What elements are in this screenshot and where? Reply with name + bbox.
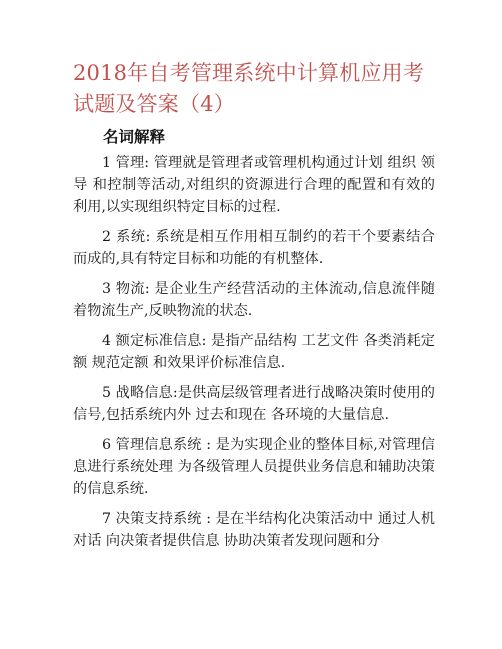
document-body [73,152,435,560]
paragraph-5: 5 战略信息:是供高层级管理者进行战略决策时使用的信号,包括系统内外 过去和现在 各环境的大量信息. [73,385,435,423]
paragraph-7: 7 决策支持系统 : 是在半结构化决策活动中 通过人机对话 向决策者提供信息 协助决策者发现问题和分 [73,511,435,549]
paragraph-4: 4 额定标准信息: 是指产品结构 工艺文件 各类消耗定额 规范定额 和效果评价标准信息. [73,333,435,371]
paragraph-2: 2 系统: 系统是相互作用相互制约的若干个要素结合而成的,具有特定目标和功能的有机整体. [73,229,435,267]
paragraph-3: 3 物流: 是企业生产经营活动的主体流动,信息流伴随着物流生产,反映物流的状态. [73,281,435,319]
paragraph-6: 6 管理信息系统 : 是为实现企业的整体目标,对管理信息进行系统处理 为各级管理人员提供业务信息和辅助决策的信息系统. [73,437,435,497]
document-title: 2018年自考管理系统中计算机应用考试题及答案（4） [73,61,425,116]
paragraph-1: 1 管理: 管理就是管理者或管理机构通过计划 组织 领导 和控制等活动,对组织的资源进行合理的配置和有效的利用,以实现组织特定目标的过程. [73,155,435,215]
section-heading: 名词解释 [103,127,166,146]
